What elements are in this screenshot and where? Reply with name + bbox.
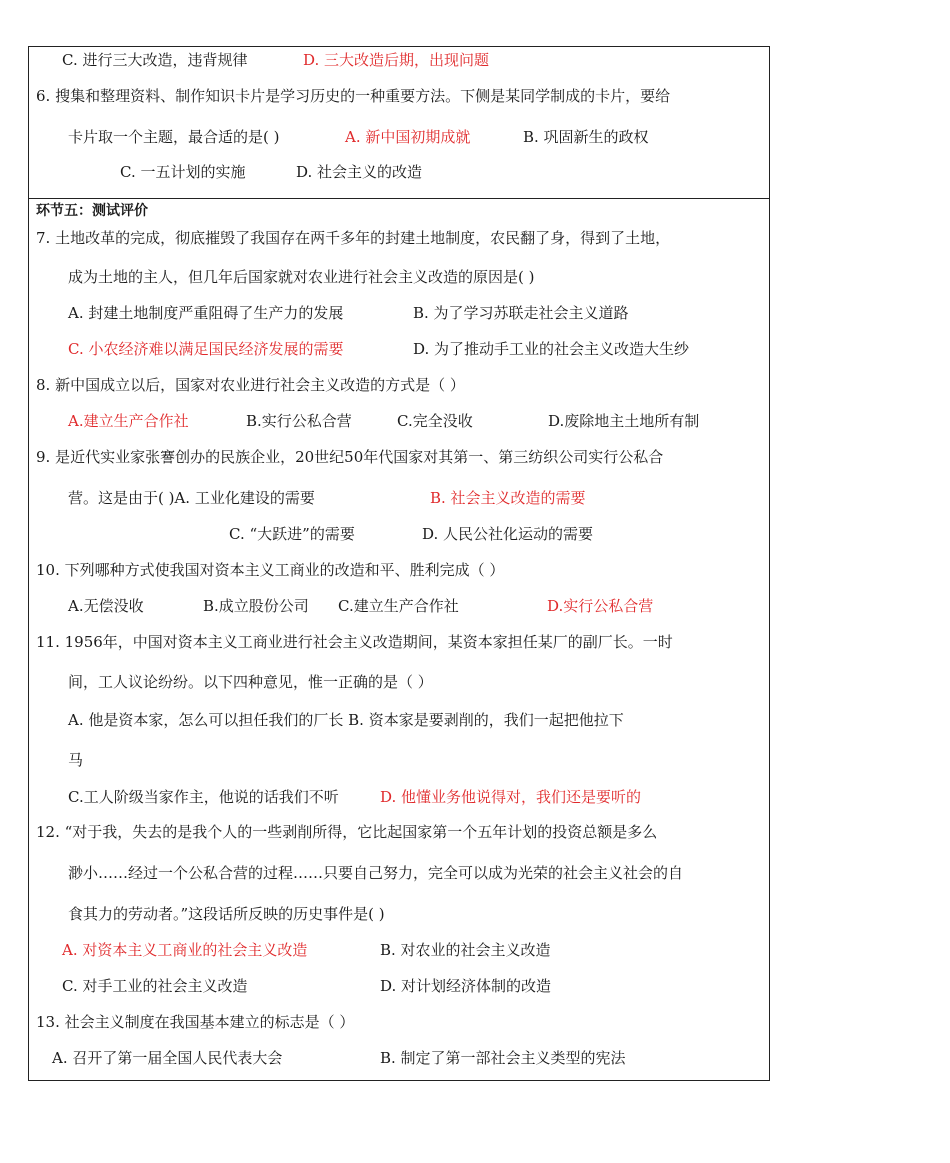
q6-option-b: B. 巩固新生的政权 — [523, 128, 649, 146]
q8-option-b: B.实行公私合营 — [246, 412, 352, 430]
q12-option-d: D. 对计划经济体制的改造 — [380, 977, 552, 995]
q12-option-c: C. 对手工业的社会主义改造 — [62, 977, 248, 995]
q10-option-a: A.无偿没收 — [68, 597, 144, 615]
q9-option-c: C. “大跃进”的需要 — [229, 525, 355, 543]
q12-line1: 12. “对于我，失去的是我个人的一些剥削所得，它比起国家第一个五年计划的投资总额是多么 — [36, 823, 658, 841]
q12-line3: 食其力的劳动者。”这段话所反映的历史事件是( ) — [68, 905, 385, 923]
q10-option-d: D.实行公私合营 — [547, 597, 654, 615]
q8-option-d: D.废除地主土地所有制 — [548, 412, 700, 430]
q10-option-c: C.建立生产合作社 — [338, 597, 459, 615]
q7-option-a: A. 封建土地制度严重阻碍了生产力的发展 — [68, 304, 344, 322]
q7-option-d: D. 为了推动手工业的社会主义改造大生纱 — [413, 340, 690, 358]
q12-option-b: B. 对农业的社会主义改造 — [380, 941, 551, 959]
q7-option-b: B. 为了学习苏联走社会主义道路 — [413, 304, 629, 322]
q10-option-b: B.成立股份公司 — [203, 597, 309, 615]
q11-line2: 间，工人议论纷纷。以下四种意见，惟一正确的是（ ） — [68, 673, 433, 691]
q6-line1: 6. 搜集和整理资料、制作知识卡片是学习历史的一种重要方法。下侧是某同学制成的卡片，要给 — [36, 87, 671, 105]
q7-line1: 7. 土地改革的完成，彻底摧毁了我国存在两千多年的封建土地制度，农民翻了身，得到了土地， — [36, 229, 671, 247]
q8-stem: 8. 新中国成立以后，国家对农业进行社会主义改造的方式是（ ） — [36, 376, 465, 394]
q11-line1: 11. 1956年，中国对资本主义工商业进行社会主义改造期间，某资本家担任某厂的副厂长。一时 — [36, 633, 673, 651]
q12-option-a: A. 对资本主义工商业的社会主义改造 — [62, 941, 308, 959]
q5-option-d: D. 三大改造后期，出现问题 — [303, 51, 490, 69]
q10-stem: 10. 下列哪种方式使我国对资本主义工商业的改造和平、胜利完成（ ） — [36, 561, 505, 579]
q9-option-d: D. 人民公社化运动的需要 — [422, 525, 594, 543]
q13-stem: 13. 社会主义制度在我国基本建立的标志是（ ） — [36, 1013, 355, 1031]
q11-options-ab-cont: 马 — [68, 751, 84, 769]
section-divider — [28, 198, 770, 199]
q13-option-b: B. 制定了第一部社会主义类型的宪法 — [380, 1049, 626, 1067]
q5-option-c: C. 进行三大改造，违背规律 — [62, 51, 248, 69]
q8-option-c: C.完全没收 — [397, 412, 473, 430]
q11-option-d: D. 他懂业务他说得对，我们还是要听的 — [380, 788, 642, 806]
q6-stem: 卡片取一个主题，最合适的是( ) — [68, 128, 280, 146]
q8-option-a: A.建立生产合作社 — [68, 412, 189, 430]
q9-option-b: B. 社会主义改造的需要 — [430, 489, 586, 507]
q9-stem: 营。这是由于( )A. 工业化建设的需要 — [68, 489, 315, 507]
q6-option-c: C. 一五计划的实施 — [120, 163, 246, 181]
q7-line2: 成为土地的主人，但几年后国家就对农业进行社会主义改造的原因是( ) — [68, 268, 535, 286]
q11-option-c: C.工人阶级当家作主，他说的话我们不听 — [68, 788, 339, 806]
q9-line1: 9. 是近代实业家张謇创办的民族企业，20世纪50年代国家对其第一、第三纺织公司实行公私合 — [36, 448, 664, 466]
q12-line2: 渺小……经过一个公私合营的过程……只要自己努力，完全可以成为光荣的社会主义社会的自 — [68, 864, 684, 882]
q7-option-c: C. 小农经济难以满足国民经济发展的需要 — [68, 340, 344, 358]
q6-option-a: A. 新中国初期成就 — [345, 128, 471, 146]
section-title: 环节五：测试评价 — [36, 203, 148, 219]
q6-option-d: D. 社会主义的改造 — [296, 163, 423, 181]
q11-options-ab: A. 他是资本家，怎么可以担任我们的厂长 B. 资本家是要剥削的，我们一起把他拉下 — [68, 711, 624, 729]
q13-option-a: A. 召开了第一届全国人民代表大会 — [52, 1049, 283, 1067]
